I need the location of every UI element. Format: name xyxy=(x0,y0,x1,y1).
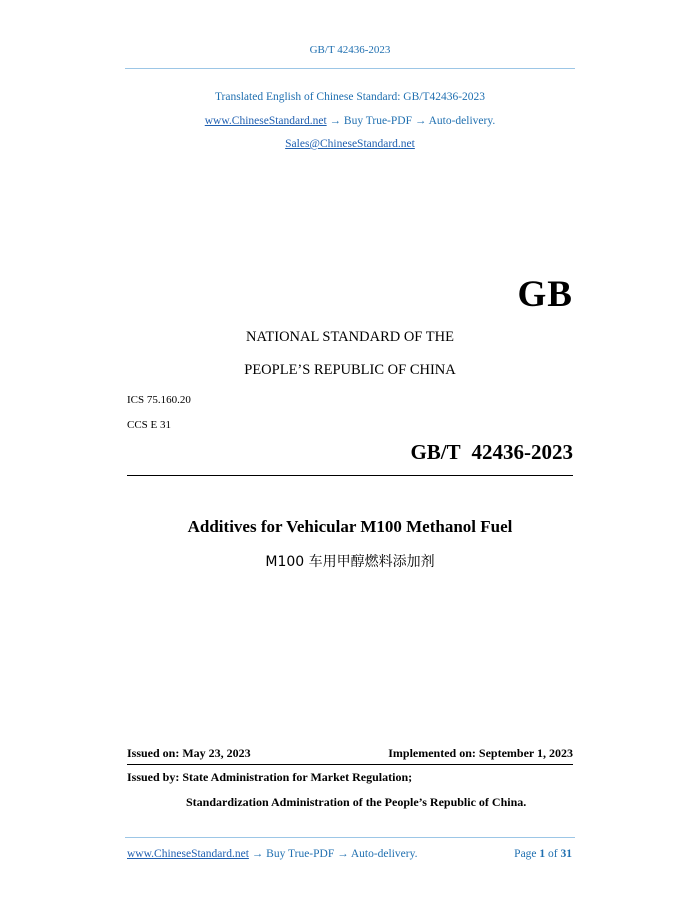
implemented-on-date: Implemented on: September 1, 2023 xyxy=(388,746,573,760)
issue-divider xyxy=(127,764,573,765)
running-header: GB/T 42436-2023 xyxy=(309,44,391,56)
ics-code: ICS 75.160.20 xyxy=(127,394,191,406)
translation-notice: Translated English of Chinese Standard: GB/T42436-2023 xyxy=(214,91,486,103)
sales-email-link[interactable]: Sales@ChineseStandard.net xyxy=(285,138,415,150)
page-current: 1 xyxy=(539,848,546,860)
footer-divider xyxy=(125,837,575,838)
footer-buy-text: → Buy True-PDF → Auto-delivery. xyxy=(248,848,418,860)
page-word: Page xyxy=(514,848,537,860)
page-of: of xyxy=(548,848,558,860)
document-title-en: Additives for Vehicular M100 Methanol Fuel xyxy=(187,517,513,536)
issued-on-date: Issued on: May 23, 2023 xyxy=(127,746,251,760)
promo-line xyxy=(0,115,700,127)
national-standard-line2: PEOPLE’S REPUBLIC OF CHINA xyxy=(244,362,456,378)
standard-code-divider xyxy=(127,475,573,476)
footer-promo xyxy=(127,848,417,860)
gb-mark: GB xyxy=(517,274,573,315)
header-divider xyxy=(125,68,575,69)
footer-chinesestandard-link[interactable]: www.ChineseStandard.net xyxy=(127,848,249,860)
ccs-code: CCS E 31 xyxy=(127,419,172,431)
national-standard-line1: NATIONAL STANDARD OF THE xyxy=(246,329,454,345)
document-title-cn: M100 车用甲醇燃料添加剂 xyxy=(265,554,435,570)
page-number xyxy=(514,848,572,860)
page-total: 31 xyxy=(560,848,572,860)
promo-buy-text: → Buy True-PDF → Auto-delivery. xyxy=(326,115,496,127)
chinesestandard-link[interactable]: www.ChineseStandard.net xyxy=(204,115,327,127)
issued-by-line2: Standardization Administration of the People’s Republic of China. xyxy=(186,795,527,809)
email-line xyxy=(0,138,700,150)
standard-code: GB/T 42436-2023 xyxy=(410,440,573,464)
issued-by-line1: Issued by: State Administration for Market Regulation; xyxy=(127,770,413,784)
